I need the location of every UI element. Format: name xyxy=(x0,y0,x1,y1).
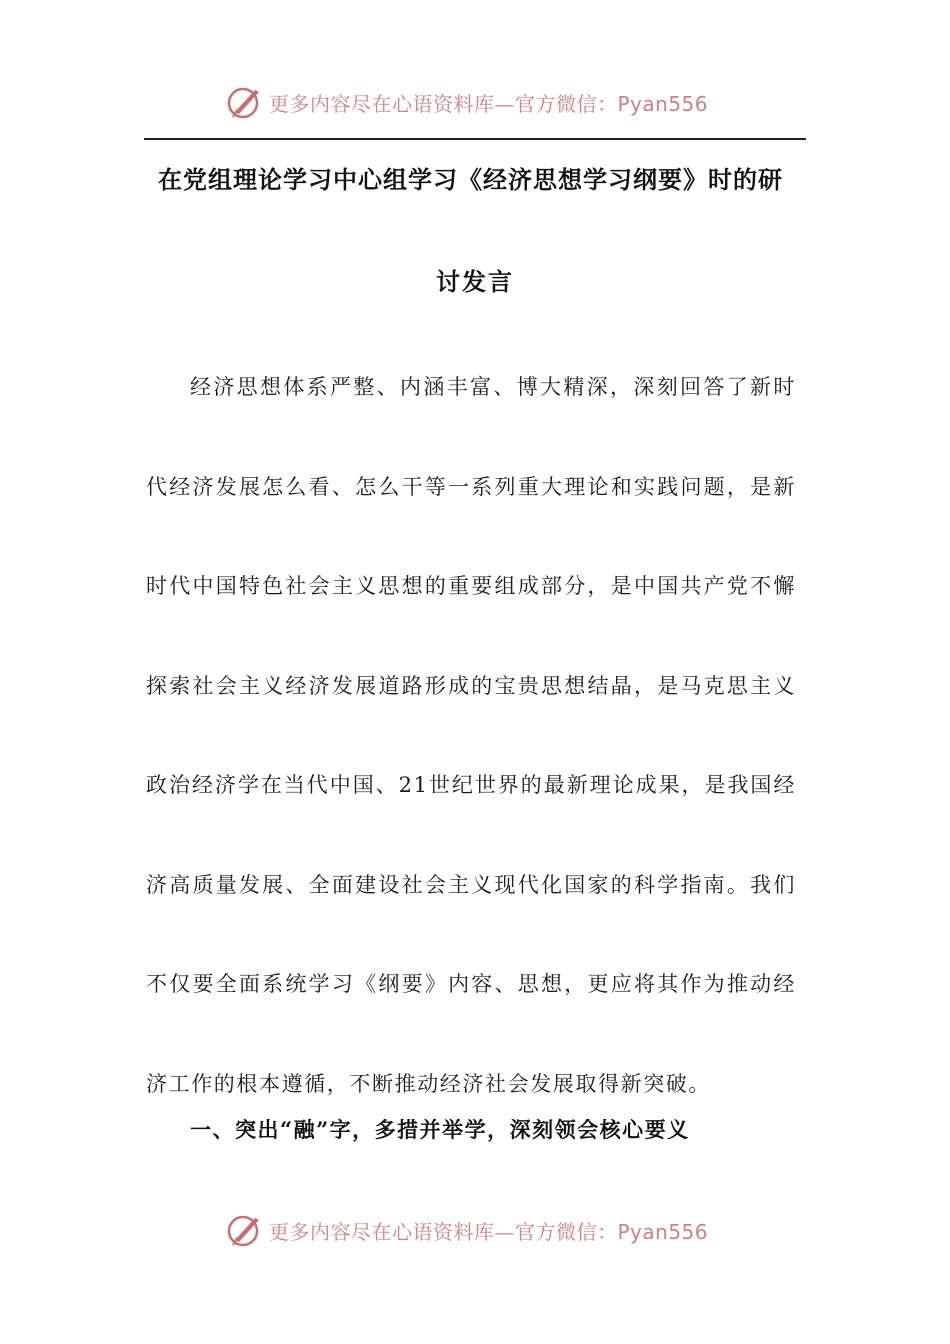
watermark-footer xyxy=(225,1210,745,1250)
quill-logo-icon xyxy=(225,82,265,122)
quill-logo-icon xyxy=(225,1210,265,1250)
watermark-id: Pyan556 xyxy=(617,91,709,116)
section-heading: 一、突出“融”字，多措并举学，深刻领会核心要义 xyxy=(190,1117,690,1142)
watermark-id: Pyan556 xyxy=(617,1219,709,1244)
watermark-text: 更多内容尽在心语资料库—官方微信：Pyan556 xyxy=(269,91,709,116)
watermark-header xyxy=(225,82,745,122)
watermark-text: 更多内容尽在心语资料库—官方微信：Pyan556 xyxy=(269,1219,709,1244)
document-title-line-1: 在党组理论学习中心组学习《经济思想学习纲要》时的研 xyxy=(158,165,783,194)
body-paragraph: 经济思想体系严整、内涵丰富、博大精深，深刻回答了新时代经济发展怎么看、怎么干等一系列重大理论和实践问题，是新时代中国特色社会主义思想的重要组成部分，是中国共产党不懈探索社会主义经济发展道路形成的宝贵思想结晶，是马克思主义政治经济学在当代中国、21世纪世界的最新理论成果，是我国经济高质量发展、全面建设社会主义现代化国家的科学指南。我们不仅要全面系统学习《纲要》内容、思想，更应将其作为推动经济工作的根本遵循，不断推动经济社会发展取得新突破。 xyxy=(146,375,796,1096)
document-title-line-2: 讨发言 xyxy=(436,267,514,296)
header-divider xyxy=(144,138,806,140)
